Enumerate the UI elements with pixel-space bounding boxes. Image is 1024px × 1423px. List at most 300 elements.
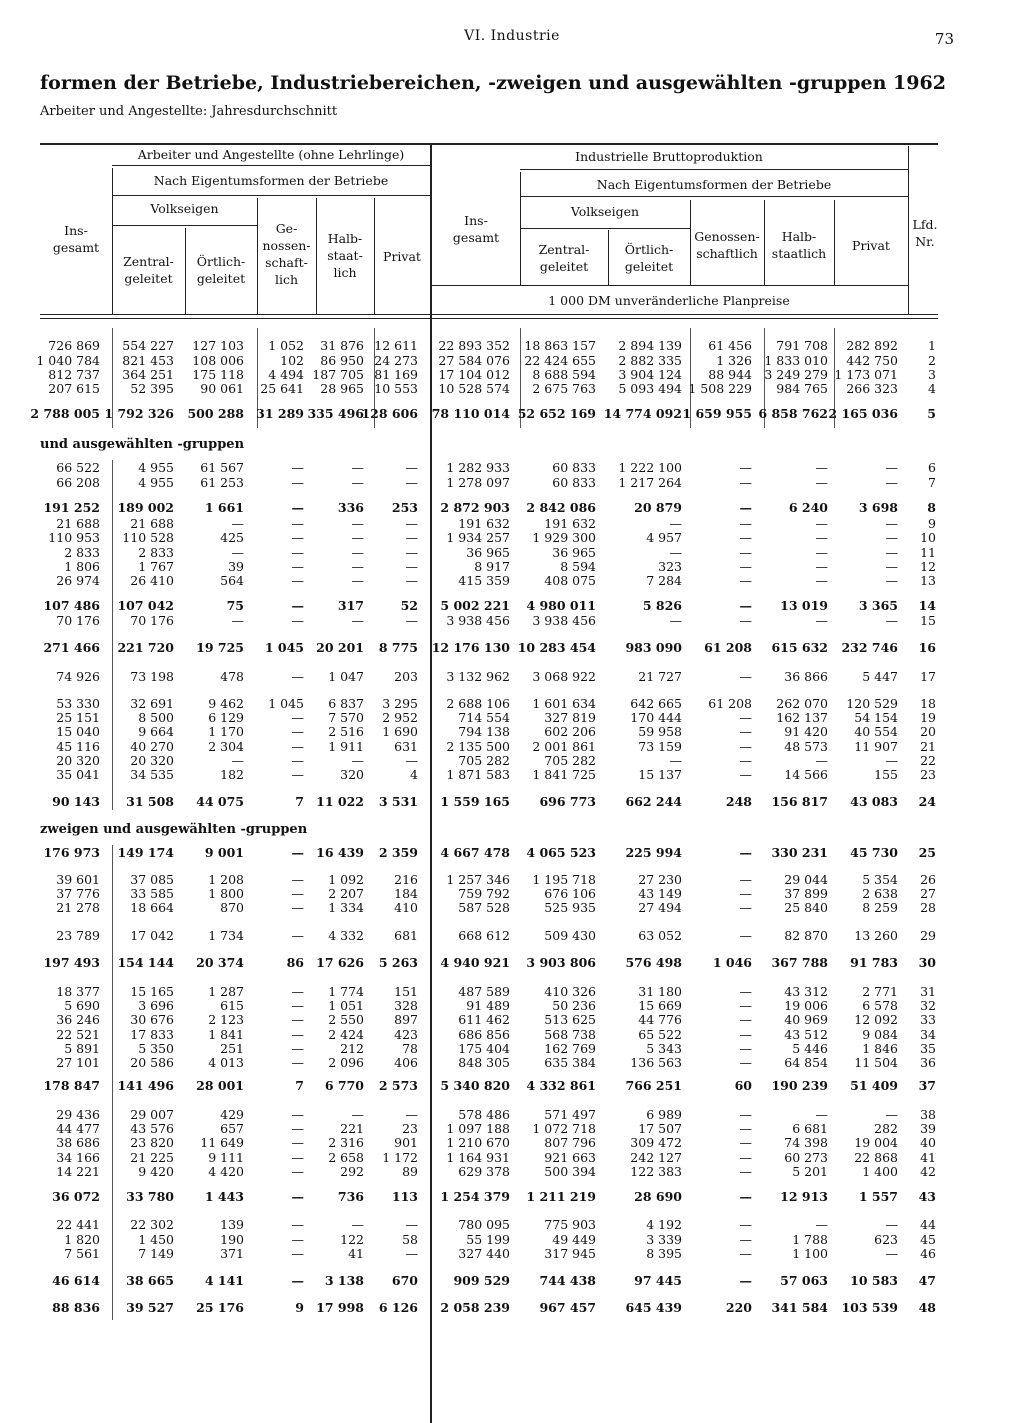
cell-oertlich: 61 567: [200, 460, 244, 475]
cell-prod-oertlich: 309 472: [630, 1135, 682, 1150]
cell-prod-insgesamt: 2 688 106: [446, 696, 510, 711]
cell-privat: 3 295: [382, 696, 418, 711]
cell-prod-privat: 6 578: [862, 998, 898, 1013]
cell-insgesamt: 107 486: [43, 598, 100, 613]
cell-prod-insgesamt: 8 917: [474, 559, 510, 574]
cell-insgesamt: 39 601: [56, 872, 100, 887]
cell-prod-insgesamt: 5 340 820: [440, 1078, 510, 1093]
table-row: [0, 886, 1024, 901]
cell-lfd-nr: 8: [927, 500, 936, 515]
cell-prod-genossen: —: [739, 1217, 752, 1232]
cell-lfd-nr: 17: [920, 669, 936, 684]
cell-prod-genossen: 1 046: [712, 955, 752, 970]
cell-prod-insgesamt: 705 282: [458, 753, 510, 768]
cell-halb: —: [351, 613, 364, 628]
cell-lfd-nr: 6: [928, 460, 936, 475]
cell-prod-genossen: 1 326: [716, 353, 752, 368]
cell-zentral: 18 664: [130, 900, 174, 915]
cell-privat: 410: [394, 900, 418, 915]
cell-prod-privat: 442 750: [846, 353, 898, 368]
cell-prod-zentral: 525 935: [544, 900, 596, 915]
cell-genossen: —: [291, 1217, 304, 1232]
table-row: [0, 1164, 1024, 1179]
cell-prod-privat: 103 539: [841, 1300, 898, 1315]
cell-halb: 2 516: [328, 724, 364, 739]
cell-prod-zentral: 602 206: [544, 724, 596, 739]
cell-prod-halb: 74 398: [784, 1135, 828, 1150]
cell-prod-zentral: 500 394: [544, 1164, 596, 1179]
cell-privat: 8 775: [378, 640, 418, 655]
header-volkseigen-left: Volkseigen: [150, 201, 219, 216]
cell-insgesamt: 7 561: [64, 1246, 100, 1261]
cell-insgesamt: 26 974: [56, 573, 100, 588]
cell-halb: 1 774: [328, 984, 364, 999]
cell-prod-insgesamt: 1 164 931: [446, 1150, 510, 1165]
cell-lfd-nr: 15: [920, 613, 936, 628]
cell-zentral: 34 535: [130, 767, 174, 782]
table-row: [0, 900, 1024, 915]
cell-prod-genossen: —: [739, 753, 752, 768]
cell-prod-privat: —: [885, 573, 898, 588]
cell-genossen: —: [291, 500, 304, 515]
cell-halb: 2 316: [328, 1135, 364, 1150]
cell-prod-zentral: 2 675 763: [532, 381, 596, 396]
cell-prod-insgesamt: 794 138: [458, 724, 510, 739]
cell-lfd-nr: 48: [918, 1300, 936, 1315]
cell-halb: 17 626: [316, 955, 364, 970]
cell-prod-insgesamt: 1 210 670: [446, 1135, 510, 1150]
cell-privat: 4: [410, 767, 418, 782]
cell-lfd-nr: 16: [918, 640, 936, 655]
cell-prod-halb: 791 708: [776, 338, 828, 353]
cell-prod-oertlich: —: [669, 516, 682, 531]
cell-privat: 6 126: [378, 1300, 418, 1315]
cell-lfd-nr: 3: [928, 367, 936, 382]
cell-prod-halb: 36 866: [784, 669, 828, 684]
cell-genossen: —: [291, 1150, 304, 1165]
cell-prod-insgesamt: 1 559 165: [440, 794, 510, 809]
cell-prod-privat: 51 409: [850, 1078, 898, 1093]
cell-oertlich: 4 141: [204, 1273, 244, 1288]
cell-prod-halb: 367 788: [771, 955, 828, 970]
cell-prod-halb: 1 100: [792, 1246, 828, 1261]
cell-genossen: 86: [286, 955, 304, 970]
header-eigentum-left: Nach Eigentumsformen der Betriebe: [153, 173, 389, 188]
cell-genossen: —: [291, 900, 304, 915]
cell-prod-halb: 190 239: [771, 1078, 828, 1093]
cell-prod-halb: —: [815, 460, 828, 475]
cell-insgesamt: 5 690: [64, 998, 100, 1013]
cell-zentral: 21 688: [130, 516, 174, 531]
cell-genossen: 1 052: [268, 338, 304, 353]
cell-prod-genossen: —: [739, 872, 752, 887]
cell-prod-privat: —: [885, 530, 898, 545]
cell-prod-genossen: —: [739, 1027, 752, 1042]
cell-prod-privat: 2 771: [862, 984, 898, 999]
cell-prod-insgesamt: 1 278 097: [446, 475, 510, 490]
cell-lfd-nr: 47: [918, 1273, 936, 1288]
cell-halb: 6 770: [324, 1078, 364, 1093]
cell-genossen: —: [291, 598, 304, 613]
cell-prod-oertlich: 983 090: [625, 640, 682, 655]
cell-privat: 2 359: [378, 845, 418, 860]
cell-prod-oertlich: 122 383: [630, 1164, 682, 1179]
table-row: [0, 500, 1024, 515]
cell-lfd-nr: 46: [920, 1246, 936, 1261]
cell-privat: 12 611: [374, 338, 418, 353]
header-privat-right: Privat: [852, 238, 890, 253]
cell-prod-halb: 40 969: [784, 1012, 828, 1027]
cell-halb: 2 096: [328, 1055, 364, 1070]
cell-genossen: —: [291, 573, 304, 588]
cell-prod-zentral: 1 072 718: [532, 1121, 596, 1136]
cell-prod-genossen: 248: [725, 794, 752, 809]
cell-genossen: —: [291, 530, 304, 545]
page-title: formen der Betriebe, Industriebereichen, -zweigen und ausgewählten -gruppen 1962: [40, 72, 946, 94]
cell-oertlich: 20 374: [196, 955, 244, 970]
cell-privat: 58: [402, 1232, 418, 1247]
cell-prod-halb: 1 788: [792, 1232, 828, 1247]
cell-insgesamt: 21 278: [56, 900, 100, 915]
cell-lfd-nr: 24: [918, 794, 936, 809]
cell-prod-oertlich: 59 958: [638, 724, 682, 739]
cell-privat: —: [405, 559, 418, 574]
cell-prod-halb: 25 840: [784, 900, 828, 915]
cell-zentral: 9 664: [138, 724, 174, 739]
cell-halb: 212: [340, 1041, 364, 1056]
cell-prod-halb: 156 817: [771, 794, 828, 809]
cell-privat: —: [405, 1246, 418, 1261]
cell-lfd-nr: 7: [928, 475, 936, 490]
cell-prod-oertlich: 242 127: [630, 1150, 682, 1165]
cell-prod-halb: —: [815, 475, 828, 490]
cell-lfd-nr: 19: [920, 710, 936, 725]
cell-prod-oertlich: 6 989: [646, 1107, 682, 1122]
cell-genossen: —: [291, 460, 304, 475]
cell-halb: —: [351, 573, 364, 588]
cell-zentral: 31 508: [126, 794, 174, 809]
cell-zentral: 9 420: [138, 1164, 174, 1179]
cell-prod-privat: 2 165 036: [828, 406, 898, 421]
header-oertlich-left: Örtlich- geleitet: [196, 254, 246, 286]
table-row: [0, 530, 1024, 545]
cell-zentral: 4 955: [138, 460, 174, 475]
cell-zentral: 17 833: [130, 1027, 174, 1042]
cell-prod-insgesamt: 1 282 933: [446, 460, 510, 475]
cell-prod-zentral: 1 211 219: [526, 1189, 596, 1204]
cell-oertlich: —: [231, 516, 244, 531]
cell-prod-zentral: 327 819: [544, 710, 596, 725]
cell-prod-halb: 3 249 279: [764, 367, 828, 382]
cell-zentral: 821 453: [122, 353, 174, 368]
cell-genossen: —: [291, 753, 304, 768]
table-row: [0, 613, 1024, 628]
cell-prod-genossen: —: [739, 598, 752, 613]
cell-lfd-nr: 26: [920, 872, 936, 887]
cell-zentral: 73 198: [130, 669, 174, 684]
table-row: [0, 928, 1024, 943]
cell-oertlich: 190: [220, 1232, 244, 1247]
cell-prod-halb: 984 765: [776, 381, 828, 396]
cell-prod-halb: 43 312: [784, 984, 828, 999]
cell-halb: 122: [340, 1232, 364, 1247]
cell-prod-insgesamt: 909 529: [453, 1273, 510, 1288]
cell-zentral: 43 576: [130, 1121, 174, 1136]
cell-privat: 631: [394, 739, 418, 754]
cell-genossen: —: [291, 1107, 304, 1122]
cell-privat: 670: [391, 1273, 418, 1288]
cell-prod-genossen: —: [739, 1135, 752, 1150]
table-row: [0, 753, 1024, 768]
cell-privat: 1 690: [382, 724, 418, 739]
cell-prod-halb: 57 063: [780, 1273, 828, 1288]
cell-prod-oertlich: 323: [658, 559, 682, 574]
table-row: [0, 984, 1024, 999]
cell-insgesamt: 25 151: [56, 710, 100, 725]
page-subtitle: Arbeiter und Angestellte: Jahresdurchschnitt: [40, 104, 338, 119]
table-row: [0, 367, 1024, 382]
cell-halb: 2 550: [328, 1012, 364, 1027]
cell-halb: 41: [348, 1246, 364, 1261]
cell-prod-halb: 6 240: [788, 500, 828, 515]
cell-prod-genossen: —: [739, 928, 752, 943]
cell-prod-zentral: 921 663: [544, 1150, 596, 1165]
cell-prod-oertlich: 4 957: [646, 530, 682, 545]
cell-insgesamt: 35 041: [56, 767, 100, 782]
header-zentral-right: Zentral- geleitet: [538, 242, 590, 274]
cell-prod-insgesamt: 2 135 500: [446, 739, 510, 754]
cell-zentral: 364 251: [122, 367, 174, 382]
cell-prod-insgesamt: 91 489: [466, 998, 510, 1013]
cell-prod-insgesamt: 4 667 478: [440, 845, 510, 860]
cell-prod-zentral: 317 945: [544, 1246, 596, 1261]
cell-prod-insgesamt: 3 132 962: [446, 669, 510, 684]
table-row: [0, 1150, 1024, 1165]
header-eigentum-right: Nach Eigentumsformen der Betriebe: [596, 177, 832, 192]
cell-oertlich: 61 253: [200, 475, 244, 490]
cell-insgesamt: 66 208: [56, 475, 100, 490]
cell-prod-oertlich: 63 052: [638, 928, 682, 943]
cell-lfd-nr: 34: [920, 1027, 936, 1042]
cell-genossen: —: [291, 1055, 304, 1070]
cell-halb: 335 496: [307, 406, 364, 421]
cell-prod-zentral: 705 282: [544, 753, 596, 768]
cell-zentral: 4 955: [138, 475, 174, 490]
cell-oertlich: 11 649: [200, 1135, 244, 1150]
cell-zentral: 7 149: [138, 1246, 174, 1261]
cell-oertlich: 139: [220, 1217, 244, 1232]
cell-oertlich: 75: [226, 598, 244, 613]
cell-halb: 317: [337, 598, 364, 613]
cell-insgesamt: 70 176: [56, 613, 100, 628]
cell-prod-halb: —: [815, 573, 828, 588]
cell-insgesamt: 197 493: [43, 955, 100, 970]
cell-oertlich: 4 013: [208, 1055, 244, 1070]
cell-insgesamt: 14 221: [56, 1164, 100, 1179]
cell-zentral: 29 007: [130, 1107, 174, 1122]
cell-prod-insgesamt: 22 893 352: [438, 338, 510, 353]
cell-zentral: 52 395: [130, 381, 174, 396]
cell-insgesamt: 66 522: [56, 460, 100, 475]
cell-prod-privat: 120 529: [846, 696, 898, 711]
cell-prod-insgesamt: 10 528 574: [438, 381, 510, 396]
cell-privat: —: [405, 475, 418, 490]
cell-prod-insgesamt: 487 589: [458, 984, 510, 999]
cell-zentral: 8 500: [138, 710, 174, 725]
cell-halb: 1 334: [328, 900, 364, 915]
cell-zentral: 33 585: [130, 886, 174, 901]
cell-oertlich: 44 075: [196, 794, 244, 809]
cell-prod-insgesamt: 587 528: [458, 900, 510, 915]
cell-insgesamt: 22 441: [56, 1217, 100, 1232]
cell-prod-zentral: 568 738: [544, 1027, 596, 1042]
cell-insgesamt: 21 688: [56, 516, 100, 531]
cell-prod-genossen: 60: [734, 1078, 752, 1093]
cell-insgesamt: 1 806: [64, 559, 100, 574]
cell-prod-genossen: 1 659 955: [682, 406, 752, 421]
cell-lfd-nr: 30: [918, 955, 936, 970]
cell-genossen: —: [291, 1246, 304, 1261]
header-volkseigen-right: Volkseigen: [570, 204, 640, 219]
cell-oertlich: —: [231, 753, 244, 768]
header-genossen-left: Ge- nossen- schaft- lich: [262, 221, 311, 287]
cell-prod-genossen: —: [739, 984, 752, 999]
cell-zentral: 30 676: [130, 1012, 174, 1027]
cell-insgesamt: 74 926: [56, 669, 100, 684]
cell-prod-oertlich: 5 343: [646, 1041, 682, 1056]
cell-prod-oertlich: 170 444: [630, 710, 682, 725]
cell-prod-privat: 13 260: [854, 928, 898, 943]
cell-prod-privat: —: [885, 1107, 898, 1122]
cell-genossen: 4 494: [268, 367, 304, 382]
cell-prod-insgesamt: 1 934 257: [446, 530, 510, 545]
table-row: [0, 516, 1024, 531]
table-row: [0, 338, 1024, 353]
table-row: [0, 573, 1024, 588]
table-row: [0, 724, 1024, 739]
cell-prod-privat: —: [885, 545, 898, 560]
cell-insgesamt: 22 521: [56, 1027, 100, 1042]
cell-halb: —: [351, 1107, 364, 1122]
cell-prod-genossen: —: [739, 613, 752, 628]
cell-prod-oertlich: 662 244: [625, 794, 682, 809]
cell-oertlich: 127 103: [192, 338, 244, 353]
cell-prod-halb: 29 044: [784, 872, 828, 887]
rule: [112, 225, 257, 226]
cell-lfd-nr: 1: [928, 338, 936, 353]
cell-prod-zentral: 571 497: [544, 1107, 596, 1122]
cell-prod-genossen: —: [739, 1164, 752, 1179]
cell-genossen: —: [291, 845, 304, 860]
cell-lfd-nr: 42: [920, 1164, 936, 1179]
cell-prod-oertlich: 21 727: [638, 669, 682, 684]
cell-prod-halb: 12 913: [780, 1189, 828, 1204]
cell-prod-insgesamt: 686 856: [458, 1027, 510, 1042]
cell-insgesamt: 726 869: [48, 338, 100, 353]
cell-zentral: 1 792 326: [104, 406, 174, 421]
table-row: [0, 1232, 1024, 1247]
cell-prod-zentral: 10 283 454: [517, 640, 596, 655]
cell-insgesamt: 15 040: [56, 724, 100, 739]
cell-lfd-nr: 27: [920, 886, 936, 901]
cell-genossen: —: [291, 1189, 304, 1204]
rule: [40, 314, 938, 315]
cell-prod-privat: 1 557: [858, 1189, 898, 1204]
table-row: [0, 998, 1024, 1013]
cell-genossen: —: [291, 1041, 304, 1056]
cell-oertlich: 39: [228, 559, 244, 574]
cell-prod-privat: 1 846: [862, 1041, 898, 1056]
cell-genossen: 9: [295, 1300, 304, 1315]
cell-insgesamt: 1 040 784: [36, 353, 100, 368]
cell-oertlich: 564: [220, 573, 244, 588]
cell-lfd-nr: 37: [918, 1078, 936, 1093]
cell-privat: 23: [402, 1121, 418, 1136]
cell-zentral: 21 225: [130, 1150, 174, 1165]
cell-insgesamt: 20 320: [56, 753, 100, 768]
cell-prod-genossen: 88 944: [708, 367, 752, 382]
cell-prod-insgesamt: 12 176 130: [431, 640, 510, 655]
cell-halb: 2 207: [328, 886, 364, 901]
cell-genossen: —: [291, 984, 304, 999]
cell-prod-privat: 40 554: [854, 724, 898, 739]
table-row: [0, 1135, 1024, 1150]
cell-genossen: 7: [295, 794, 304, 809]
table-row: [0, 545, 1024, 560]
cell-zentral: 32 691: [130, 696, 174, 711]
cell-genossen: —: [291, 1164, 304, 1179]
cell-genossen: —: [291, 516, 304, 531]
cell-privat: 328: [394, 998, 418, 1013]
cell-genossen: —: [291, 475, 304, 490]
cell-zentral: 2 833: [138, 545, 174, 560]
cell-prod-halb: —: [815, 545, 828, 560]
cell-prod-zentral: 1 195 718: [532, 872, 596, 887]
cell-oertlich: 251: [220, 1041, 244, 1056]
cell-insgesamt: 207 615: [48, 381, 100, 396]
cell-prod-zentral: 49 449: [552, 1232, 596, 1247]
cell-zentral: 3 696: [138, 998, 174, 1013]
header-lfd-nr: Lfd. Nr.: [912, 217, 938, 249]
cell-lfd-nr: 36: [920, 1055, 936, 1070]
cell-genossen: —: [291, 1012, 304, 1027]
cell-insgesamt: 88 836: [52, 1300, 100, 1315]
cell-prod-halb: 91 420: [784, 724, 828, 739]
rule: [40, 318, 938, 319]
cell-lfd-nr: 5: [927, 406, 936, 421]
cell-insgesamt: 36 246: [56, 1012, 100, 1027]
cell-privat: 151: [394, 984, 418, 999]
cell-prod-oertlich: 27 494: [638, 900, 682, 915]
cell-prod-oertlich: 2 894 139: [618, 338, 682, 353]
cell-zentral: 17 042: [130, 928, 174, 943]
cell-prod-insgesamt: 1 097 188: [446, 1121, 510, 1136]
cell-insgesamt: 36 072: [52, 1189, 100, 1204]
cell-zentral: 141 496: [117, 1078, 174, 1093]
cell-lfd-nr: 23: [920, 767, 936, 782]
cell-prod-privat: 22 868: [854, 1150, 898, 1165]
cell-zentral: 70 176: [130, 613, 174, 628]
cell-lfd-nr: 10: [920, 530, 936, 545]
cell-genossen: —: [291, 545, 304, 560]
table-row: [0, 1012, 1024, 1027]
cell-halb: 4 332: [328, 928, 364, 943]
cell-privat: 52: [400, 598, 418, 613]
cell-lfd-nr: 28: [920, 900, 936, 915]
cell-prod-insgesamt: 1 871 583: [446, 767, 510, 782]
cell-insgesamt: 29 436: [56, 1107, 100, 1122]
cell-prod-zentral: 775 903: [544, 1217, 596, 1232]
